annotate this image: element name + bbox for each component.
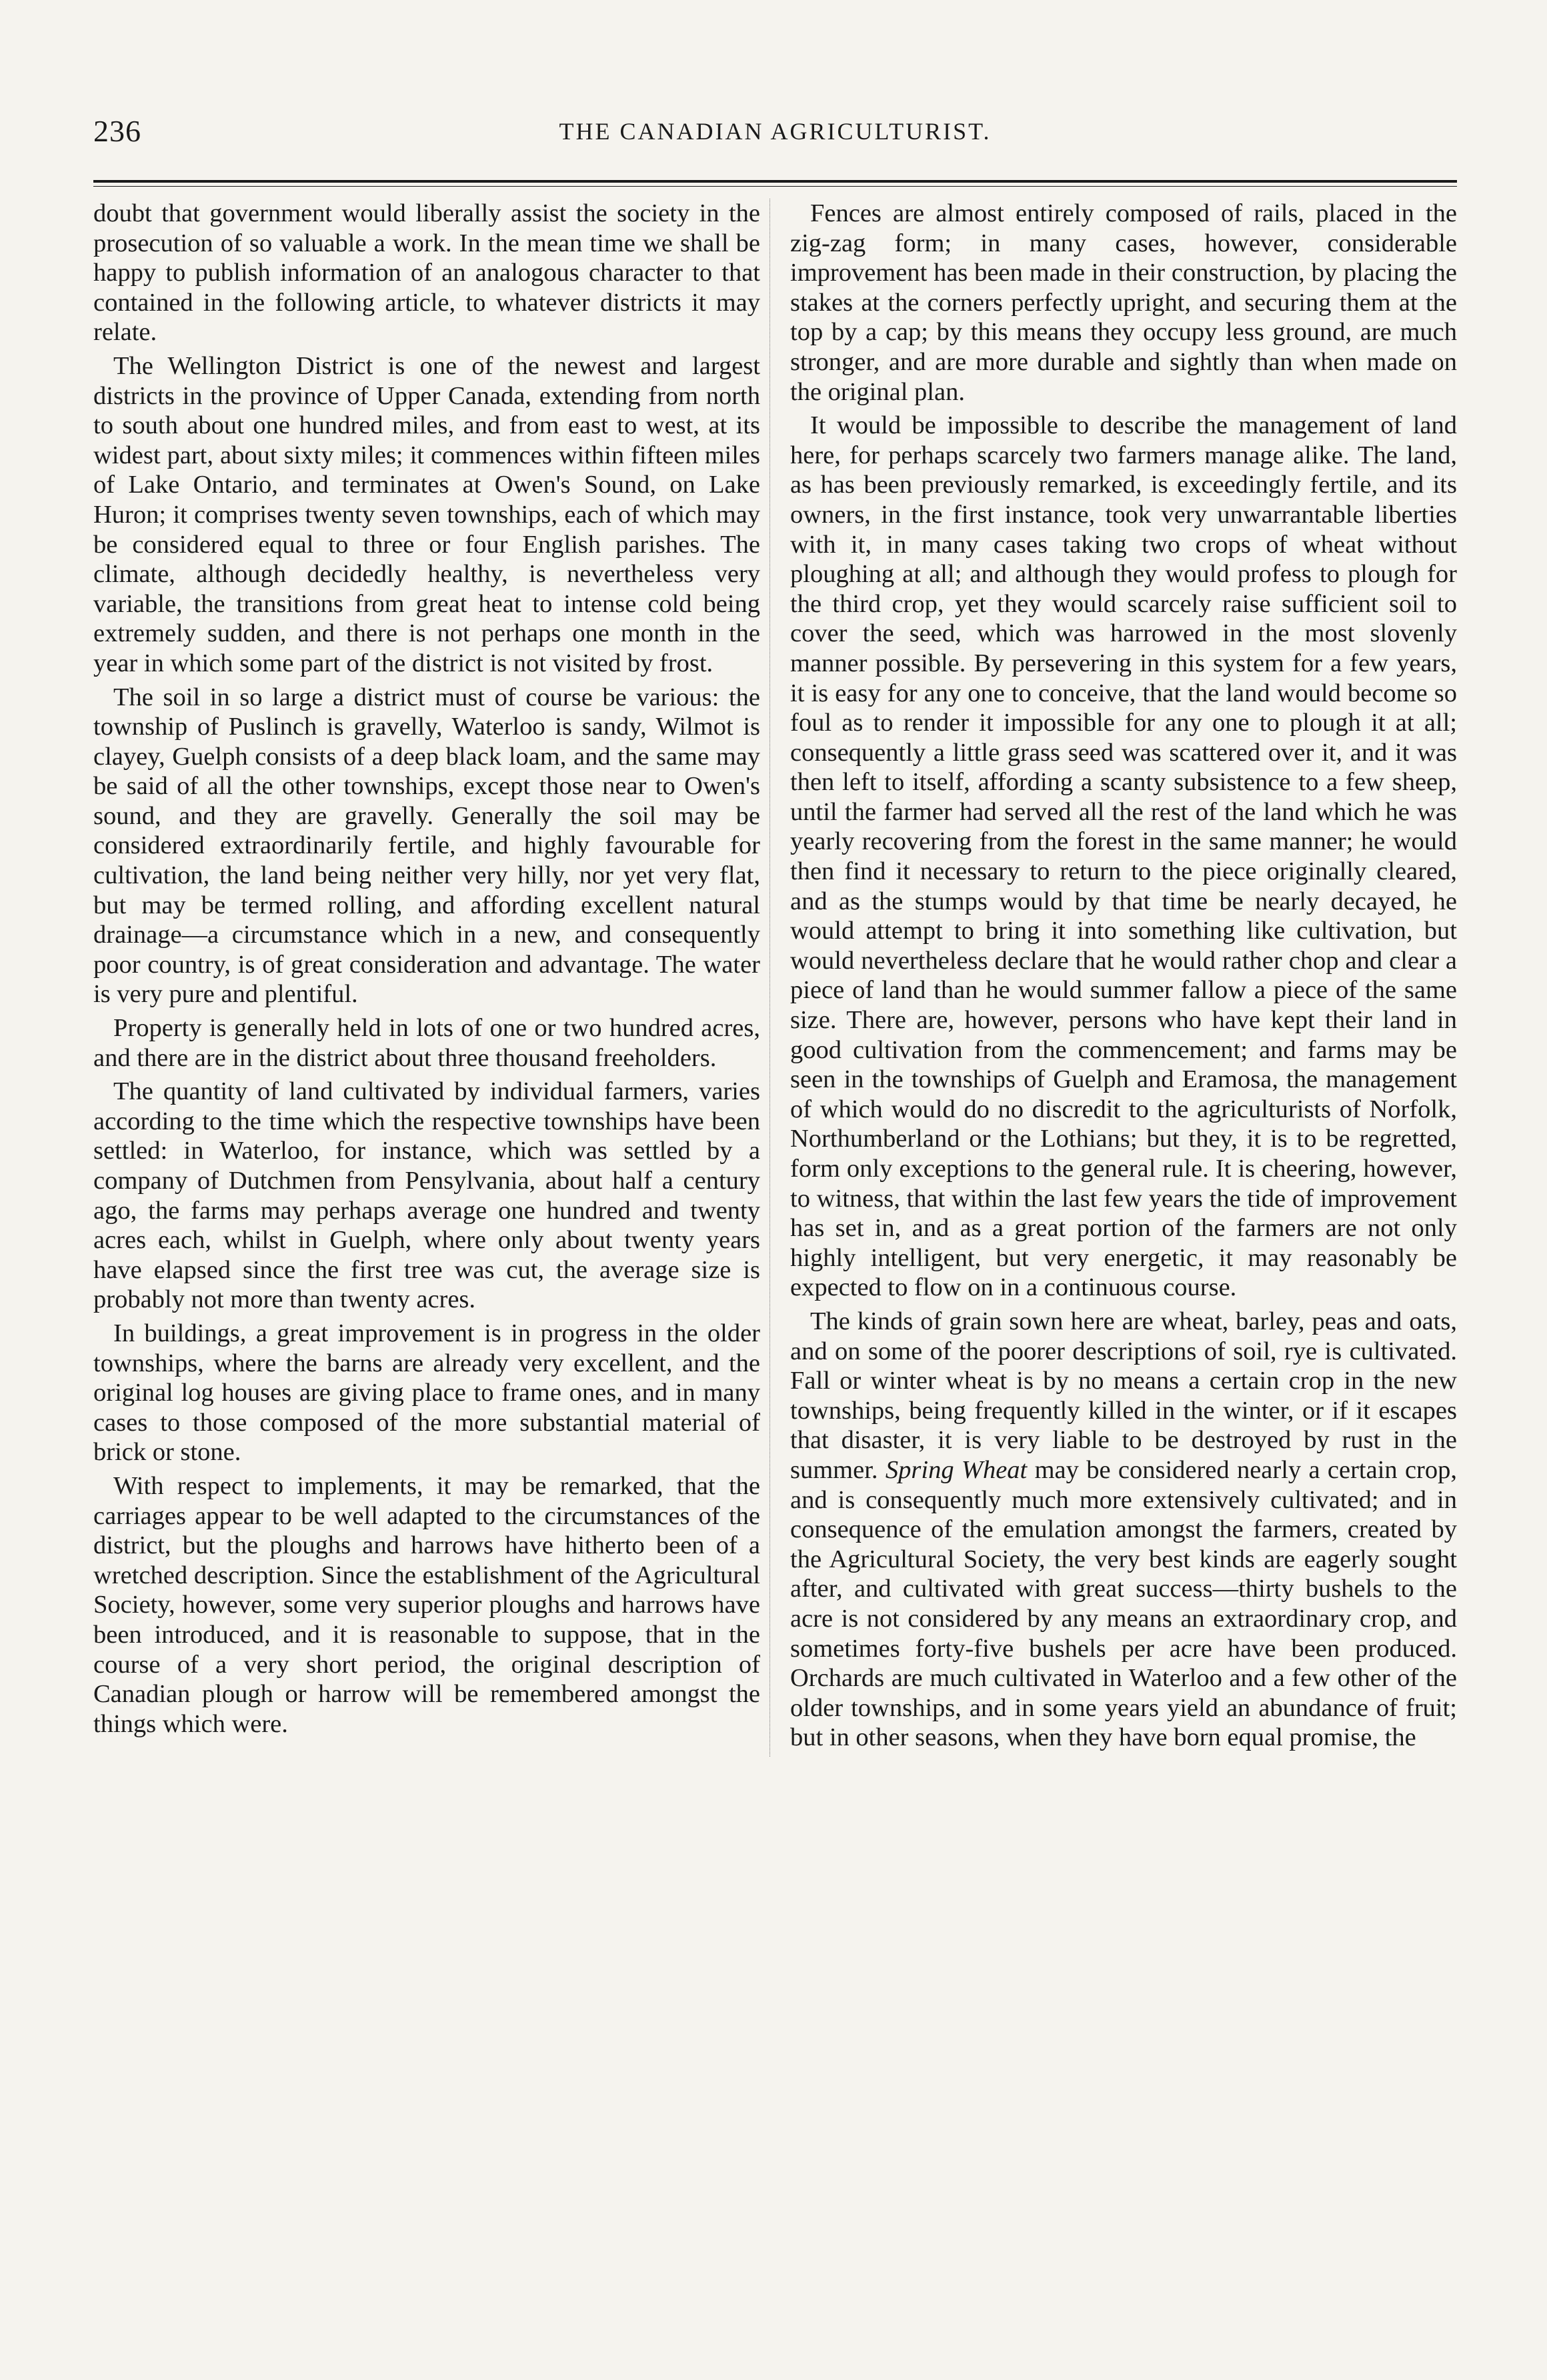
- paragraph: With respect to implements, it may be remarked, that the carriages appear to be well adapted to the circumstances of the district, but the ploughs and harrows have hitherto been of a wretched description. Since the establishment of the Agricultural Society, however, some very superior ploughs and harrows have been introduced, and it is reasonable to suppose, that in the course of a very short period, the original description of Canadian plough or harrow will be remembered amongst the things which were.: [93, 1471, 760, 1738]
- header-rule-thin: [93, 186, 1457, 187]
- paragraph: doubt that government would liberally assist the society in the prosecution of so valuable a work. In the mean time we shall be happy to publish information of an analogous character to that contained in the following article, to whatever districts it may relate.: [93, 199, 760, 347]
- left-column: [93, 199, 770, 1757]
- paragraph: The soil in so large a district must of course be various: the township of Puslinch is gravelly, Waterloo is sandy, Wilmot is clayey, Guelph consists of a deep black loam, and the same may be said of all the other townships, except those near to Owen's sound, and they are gravelly. Generally the soil may be considered extraordinarily fertile, and highly favourable for cultivation, the land being neither very hilly, nor yet very flat, but may be termed rolling, and affording excellent natural drainage—a circumstance which in a new, and consequently poor country, is of great consideration and advantage. The water is very pure and plentiful.: [93, 683, 760, 1009]
- paragraph: It would be impossible to describe the management of land here, for perhaps scarcely two farmers manage alike. The land, as has been previously remarked, is exceedingly fertile, and its owners, in the first instance, took very unwarrantable liberties with it, in many cases taking two crops of wheat without ploughing at all; and although they would profess to plough for the third crop, yet they would scarcely raise sufficient soil to cover the seed, which was harrowed in the most slovenly manner possible. By persevering in this system for a few years, it is easy for any one to conceive, that the land would become so foul as to render it impossible for any one to plough it at all; consequently a little grass seed was scattered over it, and it was then left to itself, affording a scanty subsistence to a few sheep, until the farmer had served all the rest of the land which he was yearly recovering from the forest in the same manner; he would then find it necessary to return to the piece originally cleared, and as the stumps would by that time be nearly decayed, he would attempt to bring it into something like cultivation, but would nevertheless declare that he would rather chop and clear a piece of land than he would summer fallow a piece of the same size. There are, however, persons who have kept their land in good cultivation from the commencement; and farms may be seen in the townships of Guelph and Eramosa, the management of which would do no discredit to the agriculturists of Norfolk, Northumberland or the Lothians; but they, it is to be regretted, form only exceptions to the general rule. It is cheering, however, to witness, that within the last few years the tide of improvement has set in, and as a great portion of the farmers are not only highly intelligent, but very energetic, it may reasonably be expected to flow on in a continuous course.: [790, 411, 1457, 1302]
- page-number: 236: [93, 114, 141, 148]
- right-column: [789, 199, 1457, 1757]
- paragraph: In buildings, a great improvement is in progress in the older townships, where the barns are already very excellent, and the original log houses are giving place to frame ones, and in many cases to those composed of the more substantial material of brick or stone.: [93, 1319, 760, 1467]
- paragraph: The quantity of land cultivated by individual farmers, varies according to the time which the respective townships have been settled: in Waterloo, for instance, which was settled by a company of Dutchmen from Pensylvania, about half a century ago, the farms may perhaps average one hundred and twenty acres each, whilst in Guelph, where only about twenty years have elapsed since the first tree was cut, the average size is probably not more than twenty acres.: [93, 1077, 760, 1314]
- header-rule-thick: [93, 180, 1457, 183]
- page-header: [93, 113, 1457, 153]
- paragraph: Property is generally held in lots of one or two hundred acres, and there are in the district about three thousand freeholders.: [93, 1014, 760, 1072]
- italic-term: Spring Wheat: [885, 1455, 1028, 1484]
- running-title: THE CANADIAN AGRICULTURIST.: [559, 118, 992, 145]
- paragraph-with-italic: [790, 1307, 1457, 1753]
- paragraph-text: The kinds of grain sown here are wheat, barley, peas and oats, and on some of the poorer descriptions of soil, rye is cultivated. Fall or winter wheat is by no means a certain crop in the new townships, being frequently killed in the winter, or if it escapes that disaster, it is very liable to be destroyed by rust in the summer.: [790, 1307, 1457, 1484]
- paragraph: Fences are almost entirely composed of rails, placed in the zig-zag form; in many cases, however, considerable improvement has been made in their construction, by placing the stakes at the corners perfectly upright, and securing them at the top by a cap; by this means they occupy less ground, are much stronger, and are more durable and sightly than when made on the original plan.: [790, 199, 1457, 406]
- header-rule: [93, 180, 1457, 187]
- text-columns: [93, 199, 1457, 1757]
- paragraph-text-continued: may be considered nearly a certain crop, and is consequently much more extensively cultivated; and in consequence of the emulation amongst the farmers, created by the Agricultural Society, the very best kinds are eagerly sought after, and cultivated with great success—thirty bushels to the acre is not considered by any means an extraordinary crop, and sometimes forty-five bushels per acre have been produced. Orchards are much cultivated in Waterloo and a few other of the older townships, and in some years yield an abundance of fruit; but in other seasons, when they have born equal promise, the: [790, 1455, 1458, 1752]
- paragraph: The Wellington District is one of the newest and largest districts in the province of Upper Canada, extending from north to south about one hundred miles, and from east to west, at its widest part, about sixty miles; it commences within fifteen miles of Lake Ontario, and terminates at Owen's Sound, on Lake Huron; it comprises twenty seven townships, each of which may be considered equal to three or four English parishes. The climate, although decidedly healthy, is nevertheless very variable, the transitions from great heat to intense cold being extremely sudden, and there is not perhaps one month in the year in which some part of the district is not visited by frost.: [93, 351, 760, 677]
